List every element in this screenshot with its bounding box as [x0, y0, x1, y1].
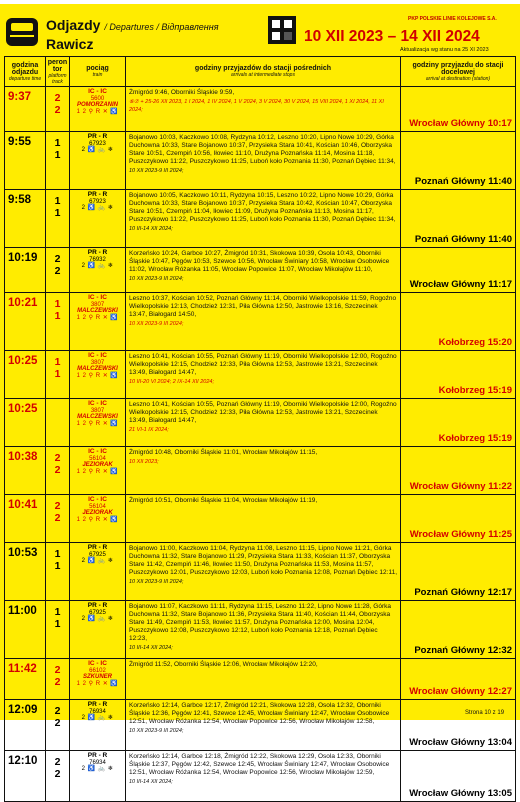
train-number: 5600 — [90, 95, 105, 102]
destination-arrival: Poznań Główny 12:32 — [401, 601, 516, 659]
validity-note: 10 XII 2023-9 III 2024; — [129, 276, 184, 282]
departure-time: 10:53 — [5, 543, 46, 601]
train-service-icons: 1 2 ⚲ R ✕ ♿ — [76, 372, 119, 379]
stops-text: Leszno 10:37, Kościan 10:52, Poznań Główny 11:14, Oborniki Wielkopolskie 11:59, Rogoźno Wielkopolskie 12:13, Chodzież 12:31, Piła Główna 12:50, Jastrowie 13:16, Szczecinek 13:47, Białogard 14:50, — [129, 295, 397, 318]
table-row — [5, 751, 516, 802]
train-category: IC - IC — [88, 400, 107, 407]
train-number: 67923 — [89, 140, 106, 147]
table-row — [5, 601, 516, 659]
departure-time: 10:25 — [5, 351, 46, 399]
train-info — [70, 248, 126, 293]
departures-table — [4, 56, 516, 802]
train-info — [70, 601, 126, 659]
stops-text: Bojanowo 10:05, Kaczkowo 10:11, Rydzyna 10:15, Leszno 10:22, Lipno Nowe 10:29, Górka Duchowna 10:33, Stare Bojanowo 10:37, Przysieka Stara 10:42, Kościan 10:47, Oborzyska Stare 10:51, Czempiń 11:04, Iłowiec 11:09, Drużyna Poznańska 11:13, Mosina 11:17, Puszczykowo 11:22, Puszczykowo 11:25, Luboń koło Poznania 11:30, Poznań Dębiec 11:34, — [129, 192, 396, 223]
update-note: Aktualizacja wg stanu na 25 XI 2023 — [400, 47, 489, 53]
track-number: 1 — [54, 618, 61, 630]
intermediate-stops — [126, 543, 401, 601]
platform-track — [46, 543, 70, 601]
platform-track — [46, 190, 70, 248]
track-number: 1 — [54, 207, 61, 219]
train-service-icons: 1 2 ⚲ R ✕ ♿ — [76, 314, 119, 321]
train-number: 76932 — [89, 256, 106, 263]
train-category: IC - IC — [88, 660, 107, 667]
intermediate-stops — [126, 601, 401, 659]
track-number: 2 — [54, 512, 61, 524]
train-service-icons: 1 2 ⚲ R ✕ ♿ — [76, 468, 119, 475]
train-info — [70, 190, 126, 248]
platform-track — [46, 248, 70, 293]
table-row — [5, 87, 516, 132]
table-row — [5, 190, 516, 248]
header-stops: godziny przyjazdów do stacji pośrednich arrivals at intermediate stops — [126, 57, 401, 87]
train-name: MALCZEWSKI — [77, 414, 118, 420]
destination-arrival: Kołobrzeg 15:19 — [401, 351, 516, 399]
stops-text: Żmigród 10:48, Oborniki Śląskie 11:01, Wrocław Mikołajów 11:15, — [129, 449, 318, 456]
train-service-icons: 2 ♿ 🚲 ❄ — [81, 715, 114, 721]
destination-arrival: Wrocław Główny 11:22 — [401, 447, 516, 495]
track-number: 1 — [54, 149, 61, 161]
train-category: PR - R — [87, 602, 108, 609]
stops-text: Bojanowo 11:00, Kaczkowo 11:04, Rydzyna 11:08, Leszno 11:15, Lipno Nowe 11:21, Górka Duchowna 11:32, Stare Bojanowo 11:29, Przysieka Stara 11:33, Kościan 11:37, Oborzyska Stare 11:42, Czempiń 11:46, Iłowiec 11:50, Drużyna Poznańska 11:53, Mosina 11:57, Puszczykowo 12:01, Puszczykowo 12:03, Luboń koło Poznania 12:08, Poznań Dębiec 12:11, — [129, 545, 397, 576]
departure-time: 10:38 — [5, 447, 46, 495]
track-number: 2 — [54, 265, 61, 277]
validity-note: 10 XII 2023-9 III 2024; — [129, 168, 184, 174]
train-name: JEZIORAK — [82, 462, 113, 468]
departure-time: 9:58 — [5, 190, 46, 248]
platform-number: 1 — [54, 137, 61, 149]
platform-track — [46, 601, 70, 659]
train-info — [70, 399, 126, 447]
operator-logo: PKP POLSKIE LINIE KOLEJOWE S.A. — [408, 16, 497, 22]
title-text: Odjazdy — [46, 17, 101, 33]
train-service-icons: 2 ♿ 🚲 ❄ — [81, 263, 114, 269]
train-info — [70, 447, 126, 495]
platform-number: 2 — [54, 756, 61, 768]
intermediate-stops — [126, 293, 401, 351]
validity-note: 10 XII 2023; — [129, 459, 159, 465]
train-category: IC - IC — [88, 294, 107, 301]
train-info — [70, 543, 126, 601]
departure-time: 12:10 — [5, 751, 46, 802]
train-category: IC - IC — [88, 352, 107, 359]
table-row — [5, 132, 516, 190]
train-category: IC - IC — [88, 448, 107, 455]
table-row — [5, 351, 516, 399]
train-number: 3807 — [90, 407, 105, 414]
departure-time: 11:00 — [5, 601, 46, 659]
destination-arrival: Wrocław Główny 12:27 — [401, 659, 516, 700]
train-info — [70, 700, 126, 751]
destination-arrival: Wrocław Główny 11:17 — [401, 248, 516, 293]
train-info — [70, 87, 126, 132]
validity-note: 10 XII 2023-9 III 2024; — [129, 321, 184, 327]
destination-arrival: Wrocław Główny 11:25 — [401, 495, 516, 543]
train-number: 67925 — [89, 609, 106, 616]
train-number: 56104 — [89, 455, 106, 462]
platform-number: 1 — [54, 548, 61, 560]
intermediate-stops — [126, 447, 401, 495]
validity-note: 10 III-20 VI 2024; 2 IX-14 XII 2024; — [129, 379, 215, 385]
date-range: 10 XII 2023 – 14 XII 2024 — [304, 28, 480, 45]
train-number: 67923 — [89, 198, 106, 205]
intermediate-stops — [126, 190, 401, 248]
page-title — [46, 17, 219, 33]
table-header-row — [5, 57, 516, 87]
table-row — [5, 659, 516, 700]
validity-note: 21 VI-1 IX 2024; — [129, 427, 169, 433]
train-service-icons: 1 2 ⚲ R ✕ ♿ — [76, 516, 119, 523]
train-service-icons: 2 ♿ 🚲 ❄ — [81, 147, 114, 153]
top-strip — [0, 0, 520, 4]
train-service-icons: 2 ♿ 🚲 ❄ — [81, 766, 114, 772]
departure-time: 12:09 — [5, 700, 46, 751]
header-platform: peron tor platform track — [46, 57, 70, 87]
train-info — [70, 659, 126, 700]
train-info — [70, 351, 126, 399]
platform-track — [46, 659, 70, 700]
stops-text: Żmigród 10:51, Oborniki Śląskie 11:04, Wrocław Mikołajów 11:19, — [129, 497, 318, 504]
station-name: Rawicz — [46, 36, 94, 52]
validity-note: 10 III-14 XII 2024; — [129, 645, 173, 651]
validity-note: 10 III-14 XII 2024; — [129, 226, 173, 232]
platform-number: 1 — [54, 195, 61, 207]
train-number: 3807 — [90, 301, 105, 308]
table-row — [5, 447, 516, 495]
train-name: POMORZANIN — [77, 102, 118, 108]
destination-arrival: Kołobrzeg 15:20 — [401, 293, 516, 351]
track-number: 2 — [54, 464, 61, 476]
destination-arrival: Poznań Główny 11:40 — [401, 190, 516, 248]
train-name: MALCZEWSKI — [77, 308, 118, 314]
intermediate-stops — [126, 495, 401, 543]
train-service-icons: 2 ♿ 🚲 ❄ — [81, 558, 114, 564]
header-arrival: godziny przyjazdu do stacji docelowej arrival at destination (station) — [401, 57, 516, 87]
stops-text: Korzeńsko 12:14, Garbce 12:18, Żmigród 12:22, Skokowa 12:29, Osola 12:33, Oborniki Śląskie 12:37, Pęgów 12:42, Szewce 12:45, Wrocław Świniary 12:47, Wrocław Osobowice 12:51, Wrocław Różanka 12:54, Wrocław Popowice 12:56, Wrocław Mikołajów 12:59, — [129, 753, 390, 776]
track-number: 2 — [54, 104, 61, 116]
header-time: godzina odjazdu departure time — [5, 57, 46, 87]
stops-text: Korzeńsko 12:14, Garbce 12:17, Żmigród 12:21, Skokowa 12:28, Osola 12:32, Oborniki Śląskie 12:36, Pęgów 12:41, Szewce 12:45, Wrocław Świniary 12:47, Wrocław Osobowice 12:51, Wrocław Różanka 12:54, Wrocław Popowice 12:56, Wrocław Mikołajów 12:58, — [129, 702, 390, 725]
train-category: PR - R — [87, 701, 108, 708]
qr-code-icon — [268, 16, 296, 44]
title-translation: / Departures / Відправлення — [104, 22, 219, 32]
intermediate-stops — [126, 399, 401, 447]
departure-time: 10:19 — [5, 248, 46, 293]
platform-track — [46, 447, 70, 495]
destination-arrival: Poznań Główny 11:40 — [401, 132, 516, 190]
platform-number: 2 — [54, 500, 61, 512]
destination-arrival: Wrocław Główny 13:04 — [401, 700, 516, 751]
train-category: PR - R — [87, 544, 108, 551]
departure-time: 9:37 — [5, 87, 46, 132]
train-service-icons: 2 ♿ 🚲 ❄ — [81, 205, 114, 211]
stops-text: Bojanowo 11:07, Kaczkowo 11:11, Rydzyna 11:15, Leszno 11:22, Lipno Nowe 11:28, Górka Duchowna 11:32, Stare Bojanowo 11:36, Przysieka Stara 11:40, Kościan 11:44, Oborzyska Stare 11:49, Czempiń 11:53, Iłowiec 11:57, Drużyna Poznańska 12:00, Mosina 12:04, Puszczykowo 12:08, Puszczykowo 12:12, Luboń koło Poznania 12:18, Poznań Dębiec 12:23, — [129, 603, 391, 642]
stops-text: Korzeńsko 10:24, Garbce 10:27, Żmigród 10:31, Skokowa 10:39, Osola 10:43, Oborniki Śląskie 10:47, Pęgów 10:53, Szewce 10:56, Wrocław Świniary 10:58, Wrocław Osobowice 11:02, Wrocław Różanka 11:05, Wrocław Popowice 11:07, Wrocław Mikołajów 11:10, — [129, 250, 390, 273]
train-category: IC - IC — [88, 88, 107, 95]
platform-track — [46, 700, 70, 751]
departure-time: 10:41 — [5, 495, 46, 543]
stops-text: Leszno 10:41, Kościan 10:55, Poznań Główny 11:19, Oborniki Wielkopolskie 12:00, Rogoźno Wielkopolskie 12:15, Chodzież 12:33, Piła Główna 12:53, Jastrowie 13:21, Szczecinek 13:49, Białogard 14:47, — [129, 401, 397, 424]
table-row — [5, 248, 516, 293]
train-name: JEZIORAK — [82, 510, 113, 516]
train-number: 56104 — [89, 503, 106, 510]
train-info — [70, 293, 126, 351]
page-number: Strona 10 z 19 — [465, 710, 505, 716]
platform-number: 1 — [54, 298, 61, 310]
train-service-icons: 1 2 ⚲ R ✕ ♿ — [76, 108, 119, 115]
header — [0, 8, 520, 56]
platform-number: 1 — [54, 606, 61, 618]
train-service-icons: 1 2 ⚲ R ✕ ♿ — [76, 680, 119, 687]
table-body — [5, 87, 516, 802]
validity-note: 10 XII 2023-9 III 2024; — [129, 728, 184, 734]
platform-number: 2 — [54, 664, 61, 676]
track-number: 1 — [54, 560, 61, 572]
stops-text: Żmigród 11:52, Oborniki Śląskie 12:06, Wrocław Mikołajów 12:20, — [129, 661, 318, 668]
table-row — [5, 293, 516, 351]
train-category: PR - R — [87, 191, 108, 198]
departure-time: 9:55 — [5, 132, 46, 190]
train-category: PR - R — [87, 249, 108, 256]
train-number: 76934 — [89, 759, 106, 766]
track-number: 2 — [54, 768, 61, 780]
stops-text: Żmigród 9:46, Oborniki Śląskie 9:59, — [129, 89, 235, 96]
platform-number: 2 — [54, 92, 61, 104]
departure-time: 10:25 — [5, 399, 46, 447]
train-service-icons: 1 2 ⚲ R ✕ ♿ — [76, 420, 119, 427]
platform-number: 1 — [54, 356, 61, 368]
train-category: IC - IC — [88, 496, 107, 503]
platform-track — [46, 751, 70, 802]
platform-track — [46, 495, 70, 543]
departure-time: 10:21 — [5, 293, 46, 351]
train-number: 66102 — [89, 667, 106, 674]
train-info — [70, 495, 126, 543]
stops-text: Leszno 10:41, Kościan 10:55, Poznań Główny 11:19, Oborniki Wielkopolskie 12:00, Rogoźno Wielkopolskie 12:15, Chodzież 12:33, Piła Główna 12:53, Jastrowie 13:21, Szczecinek 13:49, Białogard 14:47, — [129, 353, 397, 376]
validity-note: ⑥⑦ + 25-26 XII 2023, 1 I 2024, 1 IV 2024, 1 V 2024, 3 V 2024, 30 V 2024, 15 VIII 2024, 1 XI 2024, 11 XI 2024; — [129, 99, 384, 113]
validity-note: 10 XII 2023-9 III 2024; — [129, 579, 184, 585]
stops-text: Bojanowo 10:03, Kaczkowo 10:08, Rydzyna 10:12, Leszno 10:20, Lipno Nowe 10:29, Górka Duchowna 10:33, Stare Bojanowo 10:37, Przysieka Stara 10:41, Kościan 10:46, Oborzyska Stare 10:51, Czempiń 10:56, Iłowiec 11:10, Drużyna Poznańska 11:14, Mosina 11:18, Puszczykowo 11:22, Puszczykowo 11:25, Luboń koło Poznania 11:30, Poznań Dębiec 11:34, — [129, 134, 396, 165]
intermediate-stops — [126, 248, 401, 293]
table-row — [5, 495, 516, 543]
train-number: 76934 — [89, 708, 106, 715]
train-category: PR - R — [87, 752, 108, 759]
platform-track — [46, 293, 70, 351]
train-icon — [6, 18, 38, 46]
intermediate-stops — [126, 700, 401, 751]
platform-track — [46, 132, 70, 190]
platform-track — [46, 87, 70, 132]
train-info — [70, 751, 126, 802]
train-category: PR - R — [87, 133, 108, 140]
intermediate-stops — [126, 351, 401, 399]
destination-arrival: Wrocław Główny 10:17 — [401, 87, 516, 132]
intermediate-stops — [126, 87, 401, 132]
track-number: 2 — [54, 676, 61, 688]
table-row — [5, 399, 516, 447]
destination-arrival: Wrocław Główny 13:05 — [401, 751, 516, 802]
platform-track — [46, 399, 70, 447]
track-number: 2 — [54, 717, 61, 729]
intermediate-stops — [126, 659, 401, 700]
intermediate-stops — [126, 132, 401, 190]
train-number: 3807 — [90, 359, 105, 366]
destination-arrival: Kołobrzeg 15:19 — [401, 399, 516, 447]
platform-number: 2 — [54, 705, 61, 717]
destination-arrival: Poznań Główny 12:17 — [401, 543, 516, 601]
intermediate-stops — [126, 751, 401, 802]
platform-track — [46, 351, 70, 399]
platform-number: 2 — [54, 253, 61, 265]
table-row — [5, 700, 516, 751]
table-row — [5, 543, 516, 601]
train-service-icons: 2 ♿ 🚲 ❄ — [81, 616, 114, 622]
train-name: SZKUNER — [82, 674, 112, 680]
track-number: 1 — [54, 368, 61, 380]
train-name: MALCZEWSKI — [77, 366, 118, 372]
track-number: 1 — [54, 310, 61, 322]
header-train: pociąg train — [70, 57, 126, 87]
train-info — [70, 132, 126, 190]
validity-note: 10 III-14 XII 2024; — [129, 779, 173, 785]
departure-time: 11:42 — [5, 659, 46, 700]
train-number: 67925 — [89, 551, 106, 558]
platform-number: 2 — [54, 452, 61, 464]
